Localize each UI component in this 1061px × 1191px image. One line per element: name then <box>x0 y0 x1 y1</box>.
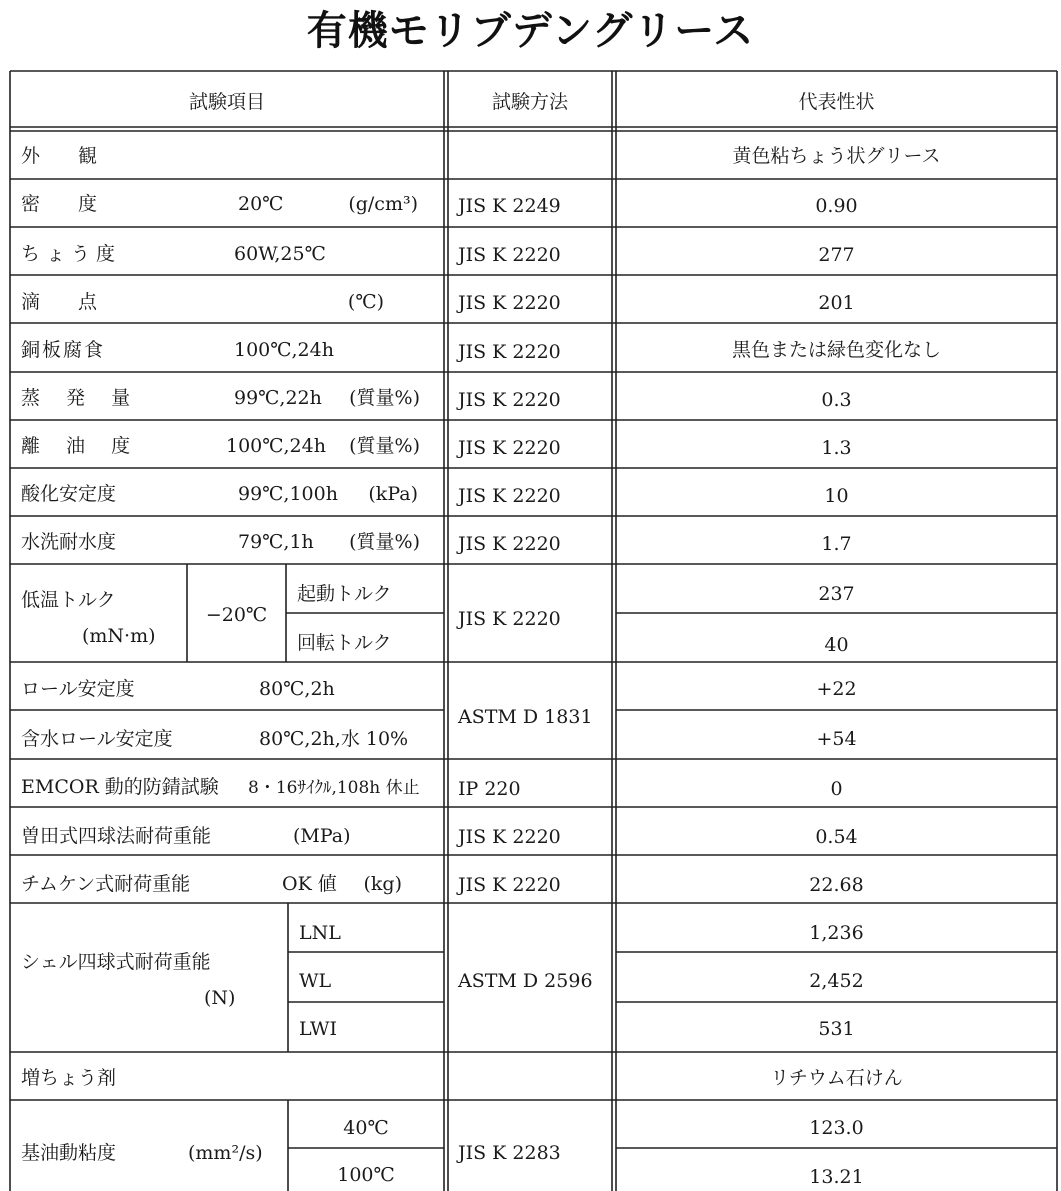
soda-four-ball-method: JIS K 2220 <box>458 826 561 848</box>
dropping-label: 滴 点 <box>21 291 98 313</box>
shell-lnl-value: 1,236 <box>809 922 864 944</box>
penetration-method: JIS K 2220 <box>458 244 561 266</box>
dropping-unit: (℃) <box>347 291 384 313</box>
shell-four-ball-label: シェル四球式耐荷重能 <box>21 951 211 973</box>
copper-cond: 100℃,24h <box>234 339 334 361</box>
emcor-value: 0 <box>830 778 843 800</box>
penetration-cond: 60W,25℃ <box>234 243 326 265</box>
oxidation-unit: (kPa) <box>368 483 418 505</box>
page-title: 有機モリブデングリース <box>306 8 755 54</box>
thickener-value: リチウム石けん <box>770 1067 903 1089</box>
low-temp-torque-label: 低温トルク <box>21 589 116 611</box>
evaporation-unit: (質量%) <box>349 387 420 409</box>
viscosity-40c-value: 123.0 <box>809 1117 864 1139</box>
base-oil-viscosity-label: 基油動粘度 <box>21 1142 117 1164</box>
timken-label: チムケン式耐荷重能 <box>21 873 191 895</box>
viscosity-100c-label: 100℃ <box>337 1164 395 1186</box>
density-value: 0.90 <box>815 195 858 217</box>
running-torque-label: 回転トルク <box>297 632 392 654</box>
base-oil-viscosity-unit: (mm²/s) <box>188 1142 263 1164</box>
penetration-value: 277 <box>818 244 855 266</box>
density-unit: (g/cm³) <box>348 193 418 215</box>
density-method: JIS K 2249 <box>458 195 561 217</box>
soda-four-ball-unit: (MPa) <box>293 825 351 847</box>
washout-value: 1.7 <box>821 533 852 555</box>
roll-stability-label: ロール安定度 <box>21 678 135 700</box>
shell-four-ball-unit: (N) <box>204 987 236 1009</box>
copper-value: 黒色または緑色変化なし <box>731 339 941 361</box>
shell-lwi-label: LWI <box>299 1018 337 1040</box>
copper-method: JIS K 2220 <box>458 341 561 363</box>
evaporation-label: 蒸 発 量 <box>21 387 141 409</box>
evaporation-cond: 99℃,22h <box>234 387 322 409</box>
density-cond: 20℃ <box>238 193 284 215</box>
dropping-value: 201 <box>818 292 855 314</box>
oil-separation-value: 1.3 <box>821 437 852 459</box>
appearance-value: 黄色粘ちょう状グリース <box>732 145 941 167</box>
emcor-label: EMCOR 動的防錆試験 <box>21 776 219 798</box>
soda-four-ball-value: 0.54 <box>815 826 858 848</box>
washout-unit: (質量%) <box>349 531 420 553</box>
oil-separation-unit: (質量%) <box>349 435 420 457</box>
wet-roll-stability-cond: 80℃,2h,水 10% <box>259 728 409 750</box>
timken-value: 22.68 <box>809 874 864 896</box>
viscosity-40c-label: 40℃ <box>343 1117 389 1139</box>
shell-lnl-label: LNL <box>299 922 341 944</box>
shell-wl-label: WL <box>299 970 332 992</box>
washout-label: 水洗耐水度 <box>21 531 117 553</box>
roll-stability-cond: 80℃,2h <box>259 678 335 700</box>
header-value: 代表性状 <box>798 91 875 113</box>
running-torque-value: 40 <box>824 634 849 656</box>
oil-separation-method: JIS K 2220 <box>458 437 561 459</box>
starting-torque-value: 237 <box>818 583 855 605</box>
timken-method: JIS K 2220 <box>458 874 561 896</box>
property-table <box>8 70 1058 1191</box>
emcor-method: IP 220 <box>458 778 521 800</box>
starting-torque-label: 起動トルク <box>297 583 392 605</box>
timken-unit: (kg) <box>363 873 402 895</box>
oxidation-method: JIS K 2220 <box>458 485 561 507</box>
oil-separation-label: 離 油 度 <box>21 435 141 457</box>
evaporation-method: JIS K 2220 <box>458 389 561 411</box>
soda-four-ball-label: 曽田式四球法耐荷重能 <box>21 825 212 847</box>
dropping-method: JIS K 2220 <box>458 292 561 314</box>
viscosity-100c-value: 13.21 <box>809 1166 864 1188</box>
penetration-label: ちょう度 <box>21 243 122 265</box>
roll-stability-value: +22 <box>816 678 857 700</box>
emcor-cond: 8・16ｻｲｸﾙ,108h 休止 <box>248 778 420 798</box>
shell-four-ball-method: ASTM D 2596 <box>458 970 593 992</box>
wet-roll-stability-value: +54 <box>816 728 857 750</box>
oxidation-value: 10 <box>824 485 849 507</box>
appearance-label: 外 観 <box>21 145 98 167</box>
washout-method: JIS K 2220 <box>458 533 561 555</box>
low-temp-torque-temp: −20℃ <box>205 604 268 626</box>
wet-roll-stability-label: 含水ロール安定度 <box>21 728 173 750</box>
oxidation-label: 酸化安定度 <box>21 483 117 505</box>
copper-label: 銅板腐食 <box>21 339 106 361</box>
shell-wl-value: 2,452 <box>809 970 864 992</box>
evaporation-value: 0.3 <box>821 389 852 411</box>
base-oil-viscosity-method: JIS K 2283 <box>458 1142 561 1164</box>
thickener-label: 増ちょう剤 <box>21 1067 117 1089</box>
oxidation-cond: 99℃,100h <box>238 483 338 505</box>
header-item: 試験項目 <box>188 91 265 113</box>
roll-stability-method: ASTM D 1831 <box>458 706 593 728</box>
washout-cond: 79℃,1h <box>238 531 314 553</box>
density-label: 密 度 <box>21 193 98 215</box>
header-method: 試験方法 <box>491 91 568 113</box>
timken-cond: OK 値 <box>282 873 337 895</box>
low-temp-torque-unit: (mN·m) <box>82 625 156 647</box>
shell-lwi-value: 531 <box>818 1018 855 1040</box>
low-temp-torque-method: JIS K 2220 <box>458 608 561 630</box>
oil-separation-cond: 100℃,24h <box>226 435 326 457</box>
